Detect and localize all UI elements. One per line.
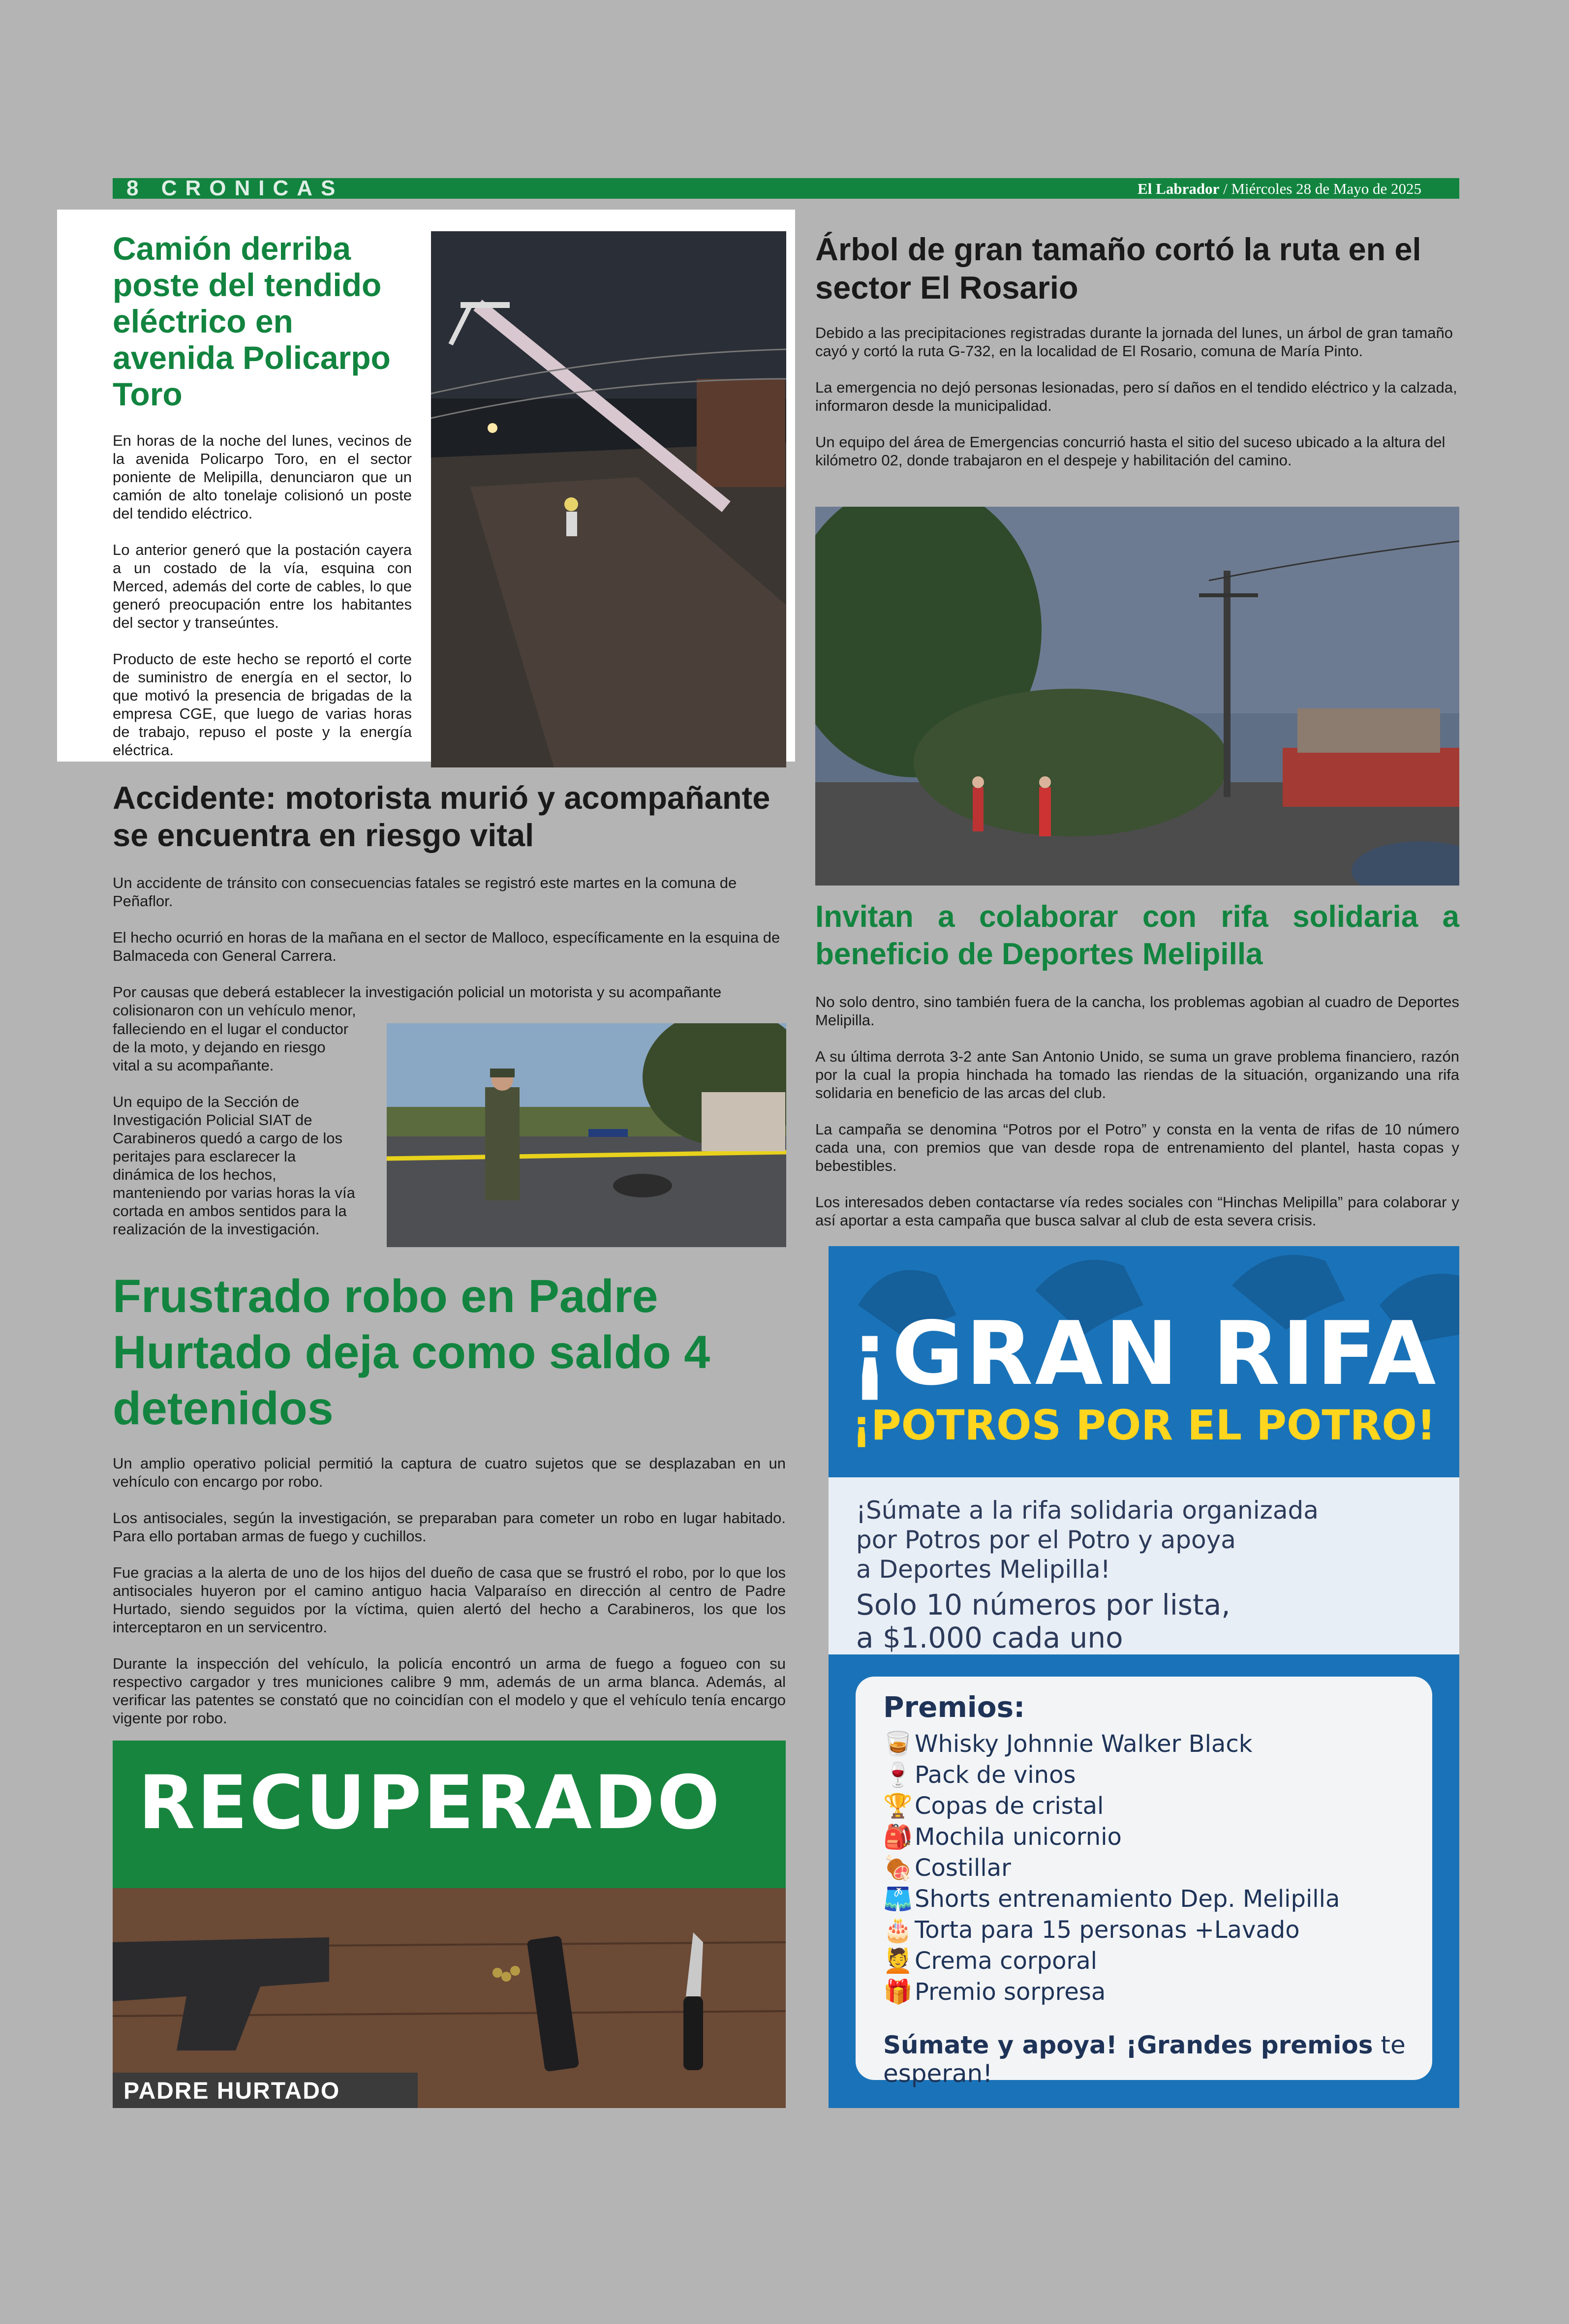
info-line: Solo 10 números por lista, <box>856 1588 1231 1621</box>
prizes-title: Premios: <box>883 1690 1025 1724</box>
article2-headline: Árbol de gran tamaño cortó la ruta en el sector El Rosario <box>815 231 1421 306</box>
raffle-poster <box>829 1246 1459 2108</box>
paragraph: Los antisociales, según la investigación, se preparaban para cometer un robo en lugar habitado. Para ello portaban armas de fuego y cuchillos. <box>113 1509 786 1545</box>
prize-label: Costillar <box>915 1854 1011 1882</box>
article4-headline: Invitan a colaborar con rifa solidaria a beneficio de Deportes Melipilla <box>815 900 1459 971</box>
prize-label: Pack de vinos <box>915 1761 1076 1789</box>
prize-item <box>883 1761 1076 1789</box>
meat-icon: 🍖 <box>883 1854 913 1882</box>
footer-rest: te esperan! <box>883 2031 1406 2088</box>
cream-icon: 💆 <box>883 1947 913 1975</box>
fallen-pole-photo <box>431 231 786 767</box>
prize-label: Whisky Johnnie Walker Black <box>915 1730 1253 1758</box>
prize-label: Shorts entrenamiento Dep. Melipilla <box>915 1885 1340 1913</box>
wine-icon: 🍷 <box>883 1761 913 1789</box>
newspaper-name: El Labrador <box>1138 180 1220 197</box>
prize-item <box>883 1792 1104 1820</box>
text-line: manteniendo por varias horas la vía <box>113 1184 355 1201</box>
text-line: falleciendo en el lugar el conductor <box>113 1020 349 1038</box>
prize-item <box>883 1854 1011 1882</box>
accident-photo <box>387 1023 786 1247</box>
prize-item <box>883 1916 1300 1944</box>
paragraph: Un accidente de tránsito con consecuencias fatales se registró este martes en la comuna de Peñaflor. <box>113 874 737 910</box>
paragraph: Los interesados deben contactarse vía redes sociales con “Hinchas Melipilla” para colaborar y así aportar a esta campaña que busca salvar al club de esta severa crisis. <box>815 1193 1459 1229</box>
cup-icon: 🏆 <box>883 1792 913 1820</box>
poster-subtitle: ¡POTROS POR EL POTRO! <box>852 1401 1436 1449</box>
paragraph: Producto de este hecho se reportó el corte de suministro de energía en el sector, lo que motivó la presencia de brigadas de la empresa CGE, que luego de varias horas de trabajo, repuso el poste y la energía eléctrica. <box>113 650 412 759</box>
paragraph: El hecho ocurrió en horas de la mañana en el sector de Malloco, específicamente en la esquina de Balmaceda con General Carrera. <box>113 929 780 964</box>
prize-item <box>883 1823 1122 1851</box>
paragraph: La campaña se denomina “Potros por el Potro” y consta en la venta de rifas de 10 número cada una, con premios que van desde ropa de entrenamiento del plantel, hasta copas y bebestibles. <box>815 1121 1459 1174</box>
paragraph: Por causas que deberá establecer la investigación policial un motorista y su acompañante colisionaron con un vehículo menor, <box>113 983 722 1019</box>
paragraph: Lo anterior generó que la postación cayera a un costado de la vía, esquina con Merced, además del corte de cables, lo que generó preocupación entre los habitantes del sector y transeúntes. <box>113 541 412 631</box>
article3-headline: Accidente: motorista murió y acompañante se encuentra en riesgo vital <box>113 780 770 853</box>
gift-icon: 🎁 <box>883 1978 913 2006</box>
paragraph: No solo dentro, sino también fuera de la cancha, los problemas agobian al cuadro de Deportes Melipilla. <box>815 993 1459 1029</box>
info-line: por Potros por el Potro y apoya <box>856 1526 1236 1554</box>
article2-body <box>815 324 1459 488</box>
recovered-items-photo <box>113 1741 786 2108</box>
prize-label: Copas de cristal <box>915 1792 1104 1820</box>
whisky-icon: 🥃 <box>883 1730 913 1758</box>
article5-body <box>113 1454 786 1745</box>
text-line: Un equipo de la Sección de <box>113 1093 300 1110</box>
poster-title: ¡GRAN RIFA <box>850 1303 1438 1405</box>
text-line: vital a su acompañante. <box>113 1057 274 1074</box>
paragraph: Un amplio operativo policial permitió la captura de cuatro sujetos que se desplazaban en un vehículo con encargo por robo. <box>113 1455 786 1490</box>
paragraph: A su última derrota 3-2 ante San Antonio Unido, se suma un grave problema financiero, razón por la cual la propia hinchada ha tomado las riendas de la situación, organizando una rifa solidaria en beneficio de las arcas del club. <box>815 1048 1459 1101</box>
article1-headline: Camión derriba poste del tendido eléctrico en avenida Policarpo Toro <box>113 230 391 412</box>
prize-item <box>883 1978 1106 2006</box>
article4-body <box>815 993 1459 1248</box>
poster-footer <box>883 2031 1432 2088</box>
issue-date: / Miércoles 28 de Mayo de 2025 <box>1219 180 1421 197</box>
article1-body <box>113 431 412 777</box>
prize-label: Mochila unicornio <box>915 1823 1122 1851</box>
article5-headline: Frustrado robo en Padre Hurtado deja como saldo 4 detenidos <box>113 1270 710 1435</box>
prizes-card <box>856 1677 1432 2088</box>
prize-label: Premio sorpresa <box>915 1978 1106 2006</box>
poster-info <box>829 1477 1459 1654</box>
prize-extra: Lavado <box>1214 1916 1300 1944</box>
article3-body <box>113 874 786 1019</box>
paragraph: Fue gracias a la alerta de uno de los hijos del dueño de casa que se frustró el robo, por lo que los antisociales huyeron por el camino antiguo hacia Valparaíso en dirección al centro de Padre Hurtado, siendo seguidos por la víctima, quien alertó del hecho a Carabineros, los que los interceptaron en un servicentro. <box>113 1564 786 1636</box>
text-line: de la moto, y dejando en riesgo <box>113 1039 326 1056</box>
location-tag-text: PADRE HURTADO <box>123 2078 340 2104</box>
cake-icon: 🎂 <box>883 1916 913 1944</box>
text-line: cortada en ambos sentidos para la <box>113 1202 347 1220</box>
info-line: a $1.000 cada uno <box>856 1621 1123 1654</box>
paragraph: La emergencia no dejó personas lesionadas, pero sí daños en el tendido eléctrico y la calzada, informaron desde la municipalidad. <box>815 379 1457 414</box>
prize-item <box>883 1730 1253 1758</box>
paragraph: Un equipo del área de Emergencias concurrió hasta el sitio del suceso ubicado a la altura del kilómetro 02, donde trabajaron en el despeje y habilitación del camino. <box>815 433 1446 469</box>
info-line: a Deportes Melipilla! <box>856 1555 1110 1584</box>
text-line: dinámica de los hechos, <box>113 1166 277 1183</box>
text-line: realización de la investigación. <box>113 1221 320 1238</box>
footer-bold: Súmate y apoya! ¡Grandes premios <box>883 2031 1373 2059</box>
paragraph: Durante la inspección del vehículo, la policía encontró un arma de fuego a fogueo con su respectivo cargador y tres municiones calibre 9 mm, además de un arma blanca. Además, al verificar las patentes se constató que no coincidían con el modelo y que el vehículo tenía encargo vigente por robo. <box>113 1655 786 1727</box>
article3-body-wrapped <box>113 1020 378 1238</box>
text-line: Investigación Policial SIAT de <box>113 1111 312 1129</box>
masthead-date <box>1138 180 1421 198</box>
fallen-tree-photo <box>815 507 1459 886</box>
prize-item <box>883 1885 1340 1913</box>
text-line: peritajes para esclarecer la <box>113 1148 296 1165</box>
paragraph: Debido a las precipitaciones registradas durante la jornada del lunes, un árbol de gran tamaño cayó y cortó la ruta G-732, en la localidad de El Rosario, comuna de María Pinto. <box>815 324 1453 360</box>
recovered-banner-text: RECUPERADO <box>138 1760 722 1846</box>
info-line: ¡Súmate a la rifa solidaria organizada <box>856 1496 1319 1525</box>
prize-label: Torta para 15 personas + <box>915 1916 1214 1944</box>
text-line: Carabineros quedó a cargo de los <box>113 1130 343 1147</box>
prize-item <box>883 1947 1097 1975</box>
shorts-icon: 🩳 <box>883 1885 913 1913</box>
paragraph: En horas de la noche del lunes, vecinos de la avenida Policarpo Toro, en el sector poniente de Melipilla, denunciaron que un camión de alto tonelaje colisionó un poste del tendido eléctrico. <box>113 432 412 522</box>
prize-label: Crema corporal <box>915 1947 1097 1975</box>
section-label: 8 CRONICAS <box>126 176 344 200</box>
backpack-icon: 🎒 <box>883 1823 913 1851</box>
